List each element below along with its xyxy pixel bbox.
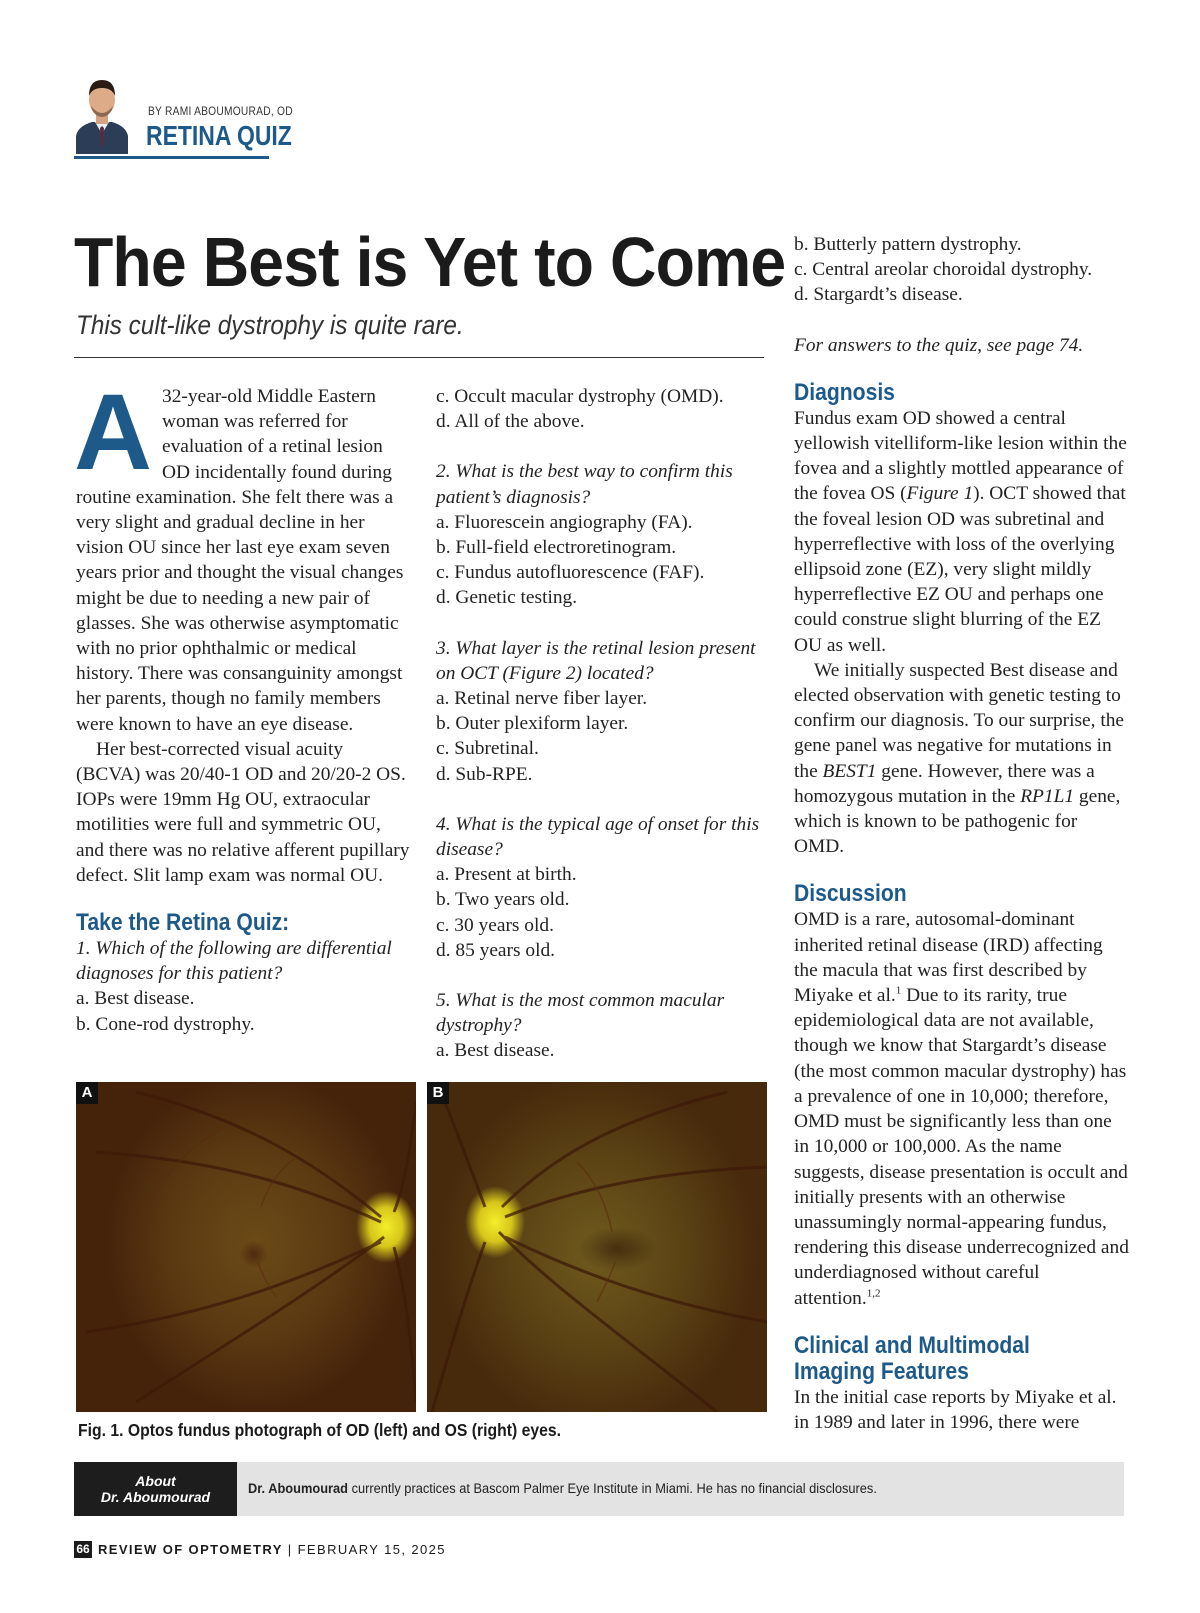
quiz-q1-option-a: a. Best disease.	[76, 988, 195, 1010]
quiz-q2-option-d: d. Genetic testing.	[436, 587, 578, 609]
diagnosis-paragraph-1	[794, 406, 1129, 658]
title-rule	[74, 357, 764, 358]
footer-publication	[98, 1542, 446, 1557]
quiz-q3-option-d: d. Sub-RPE.	[436, 763, 533, 785]
quiz-q1-option-b: b. Cone-rod dystrophy.	[76, 1013, 255, 1035]
diagnosis-text: ). OCT showed that the foveal lesion OD was subretinal and hyperreflective with loss of the overlying ellipsoid zone (EZ), very slight mildly hyperreflective EZ OU and perhaps one could construe slight blurring of the EZ OU as well.	[794, 483, 1126, 656]
quiz-q4-option-c: c. 30 years old.	[436, 914, 554, 936]
intro-paragraph	[74, 371, 410, 737]
quiz-q4-option-a: a. Present at birth.	[436, 864, 577, 886]
figure-1-reference: Figure 1	[906, 483, 974, 505]
quiz-q5-option-b: b. Butterly pattern dystrophy.	[794, 234, 1022, 255]
retinal-vessels-icon	[76, 1082, 416, 1412]
quiz-q2-option-b: b. Full-field electroretinogram.	[436, 537, 677, 559]
figure-label-b: B	[427, 1082, 449, 1104]
discussion-paragraph	[794, 907, 1129, 1310]
gene-best1: BEST1	[822, 760, 877, 782]
diagnosis-text: Fundus exam OD showed a central yellowish vitelliform-like lesion within the fovea and a slightly mottled appearance of the fovea OS (	[794, 407, 1127, 505]
quiz-question-4: 4. What is the typical age of onset for this disease?	[436, 813, 760, 861]
clinical-heading-line-2: Imaging Features	[794, 1357, 969, 1385]
fundus-photo-os	[427, 1082, 767, 1412]
drop-cap: A	[74, 371, 152, 492]
about-label	[74, 1462, 237, 1516]
quiz-q3-option-c: c. Subretinal.	[436, 738, 539, 760]
quiz-q2-option-c: c. Fundus autofluorescence (FAF).	[436, 562, 705, 584]
quiz-question-1: 1. Which of the following are differential diagnoses for this patient?	[76, 938, 392, 985]
article-title: The Best is Yet to Come	[74, 223, 786, 301]
issue-date: FEBRUARY 15, 2025	[297, 1542, 446, 1557]
about-text	[248, 1481, 877, 1496]
author-byline: BY RAMI ABOUMOURAD, OD	[148, 104, 293, 118]
publication-name: REVIEW OF OPTOMETRY	[98, 1542, 283, 1557]
figure-caption: Fig. 1. Optos fundus photograph of OD (left) and OS (right) eyes.	[78, 1420, 561, 1440]
exam-paragraph: Her best-corrected visual acuity (BCVA) was 20/40-1 OD and 20/20-2 OS. IOPs were 19mm Hg OU, extraocular motilities were full and symmetric OU, and there was no relative afferent pupillary defect. Slit lamp exam was normal OU.	[76, 738, 410, 886]
quiz-q4-option-b: b. Two years old.	[436, 889, 570, 911]
about-label-line-1: About	[135, 1473, 176, 1489]
fundus-photo-od	[76, 1082, 416, 1412]
department-title: RETINA QUIZ	[146, 120, 292, 151]
header-rule	[74, 156, 269, 159]
column-3	[794, 232, 1129, 1435]
quiz-question-5: 5. What is the most common macular dystrophy?	[436, 990, 725, 1037]
diagnosis-paragraph-2	[794, 658, 1129, 860]
diagnosis-text: gene. However, there was a homozygous mutation in the	[794, 760, 1095, 807]
quiz-q5-option-c: c. Central areolar choroidal dystrophy.	[794, 259, 1093, 281]
about-description: currently practices at Bascom Palmer Eye Institute in Miami. He has no financial disclosures.	[348, 1481, 877, 1496]
reference-superscript: 1,2	[866, 1287, 881, 1300]
page-number: 66	[74, 1541, 92, 1558]
quiz-q5-option-a: a. Best disease.	[436, 1040, 555, 1062]
clinical-heading-line-1: Clinical and Multimodal	[794, 1331, 1030, 1359]
discussion-heading: Discussion	[794, 880, 907, 908]
column-1	[74, 371, 410, 1037]
retinal-vessels-icon	[427, 1082, 767, 1412]
discussion-text: Due to its rarity, true epidemiological data are not available, though we know that Stargardt’s disease (the most common macular dystrophy) has a prevalence of one in 10,000; therefore, OMD must be significantly less than one in 10,000 or 100,000. As the name suggests, disease presentation is occult and initially presents with an otherwise unassumingly normal-appearing fundus, rendering this disease underrecognized and underdiagnosed without careful attention.	[794, 985, 1129, 1309]
about-author-box	[74, 1462, 1124, 1516]
quiz-heading: Take the Retina Quiz:	[76, 909, 290, 937]
intro-text: 32-year-old Middle Eastern woman was referred for evaluation of a retinal lesion OD incidentally found during routine examination. She felt there was a very slight and gradual decline in her vision OU since her last eye exam seven years prior and thought the visual changes might be due to needing a new pair of glasses. She was otherwise asymptomatic with no prior ophthalmic or medical history. There was consanguinity amongst her parents, though no family members were known to have an eye disease.	[76, 386, 404, 735]
quiz-q1-option-c: c. Occult macular dystrophy (OMD).	[436, 386, 724, 407]
discussion-text: OMD is a rare, autosomal-dominant inherited retinal disease (IRD) affecting the macula that was first described by Miyake et al.	[794, 909, 1103, 1007]
footer-separator: |	[282, 1542, 298, 1557]
author-portrait	[74, 70, 130, 154]
figure-label-a: A	[76, 1082, 98, 1104]
quiz-q4-option-d: d. 85 years old.	[436, 939, 556, 961]
answers-note: For answers to the quiz, see page 74.	[794, 334, 1084, 356]
about-author-name: Dr. Aboumourad	[248, 1481, 349, 1496]
diagnosis-heading: Diagnosis	[794, 378, 895, 406]
quiz-q1-option-d: d. All of the above.	[436, 411, 585, 433]
diagnosis-text: We initially suspected Best disease and elected observation with genetic testing to confirm our diagnosis. To our surprise, the gene panel was negative for mutations in the	[794, 659, 1125, 782]
quiz-q3-option-a: a. Retinal nerve fiber layer.	[436, 688, 648, 710]
quiz-q2-option-a: a. Fluorescein angiography (FA).	[436, 511, 693, 533]
reference-superscript: 1	[895, 984, 902, 997]
clinical-paragraph: In the initial case reports by Miyake et al. in 1989 and later in 1996, there were	[794, 1386, 1117, 1433]
gene-rp1l1: RP1L1	[1020, 785, 1075, 807]
quiz-question-3: 3. What layer is the retinal lesion present on OCT (Figure 2) located?	[436, 637, 756, 684]
column-2	[436, 384, 766, 1064]
quiz-question-2: 2. What is the best way to confirm this patient’s diagnosis?	[436, 461, 733, 508]
diagnosis-text: gene, which is known to be pathogenic for OMD.	[794, 785, 1121, 858]
quiz-q5-option-d: d. Stargardt’s disease.	[794, 284, 963, 306]
about-label-line-2: Dr. Aboumourad	[100, 1489, 211, 1505]
article-subtitle: This cult-like dystrophy is quite rare.	[76, 310, 464, 340]
quiz-q3-option-b: b. Outer plexiform layer.	[436, 713, 629, 735]
